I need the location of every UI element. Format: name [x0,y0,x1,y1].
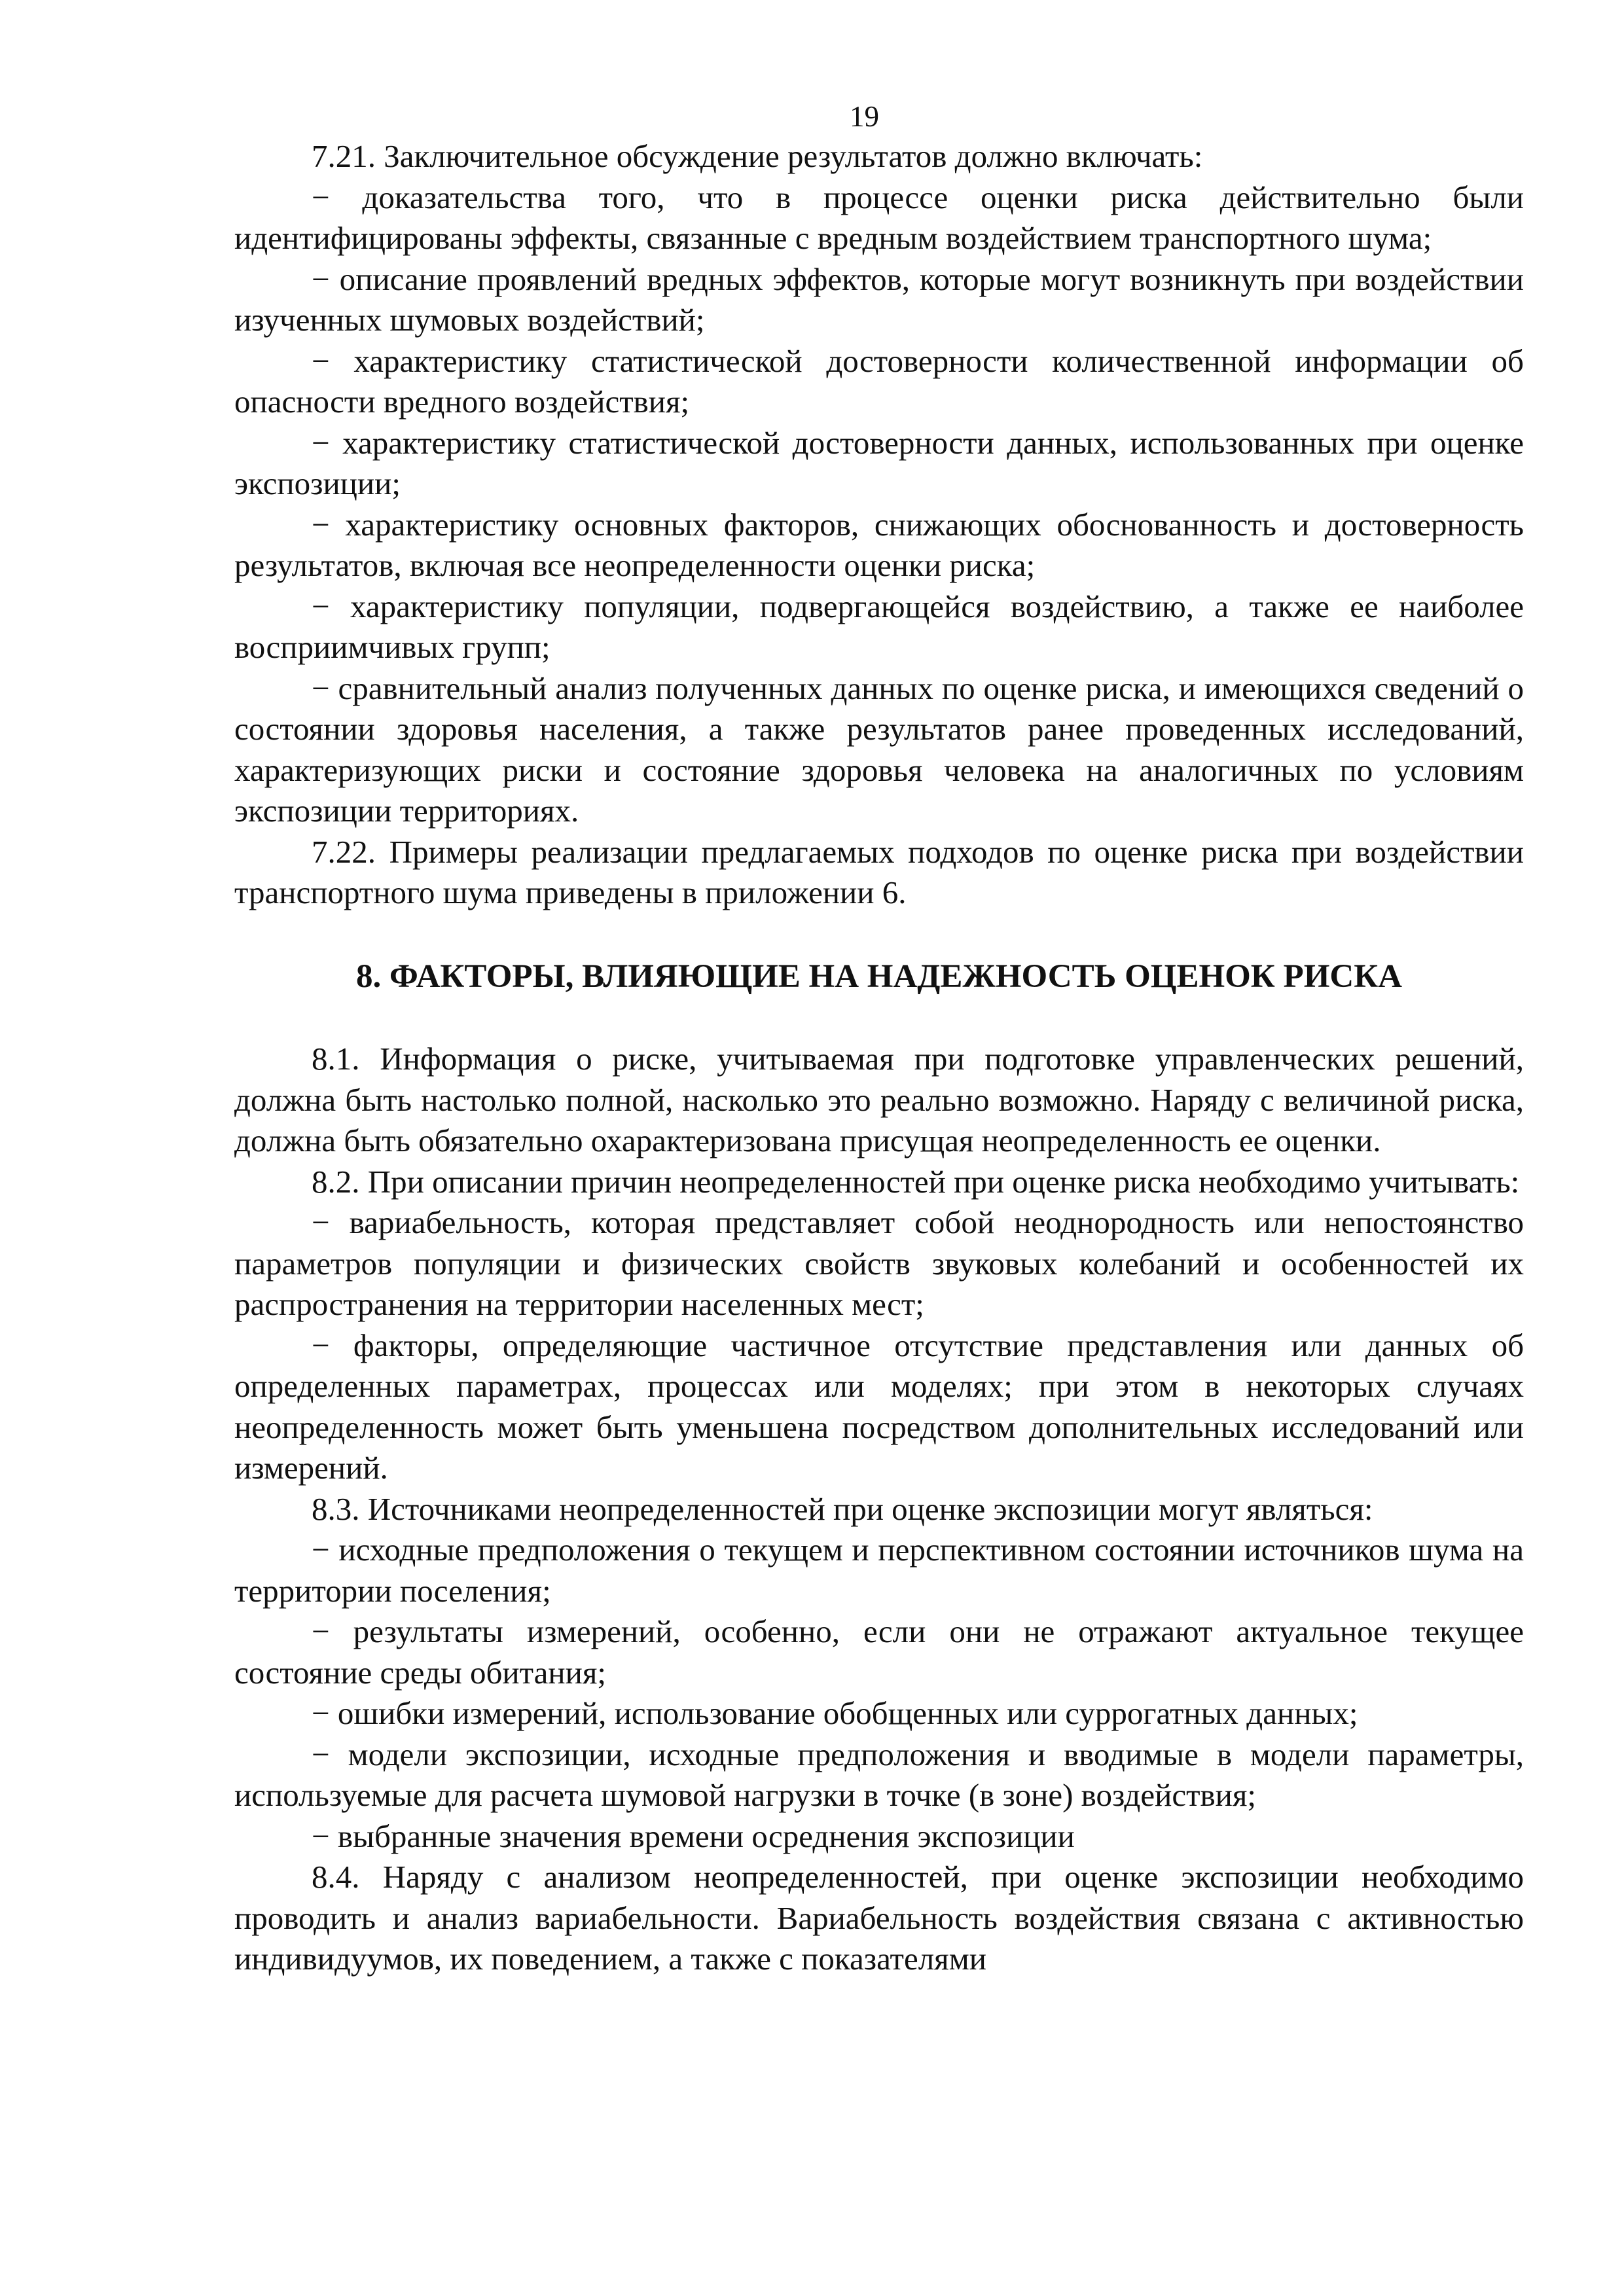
section-heading: 8. ФАКТОРЫ, ВЛИЯЮЩИЕ НА НАДЕЖНОСТЬ ОЦЕНОК РИСКА [355,958,1403,995]
paragraph-7-21: 7.21. Заключительное обсуждение результатов должно включать: [312,138,1203,174]
paragraph-8-3: 8.3. Источниками неопределенностей при оценке экспозиции могут являться: [312,1490,1373,1527]
list-item-initial-assumptions: − исходные предположения о текущем и перспективном состоянии источников шума на территории поселения; [234,1532,1524,1609]
list-item-missing-data: − факторы, определяющие частичное отсутствие представления или данных об определенных параметрах, процессах или моделях; при этом в некоторых случаях неопределенность может быть уменьшена посредством дополнительных исследований или измерений. [234,1327,1524,1486]
list-item-effects-description: − описание проявлений вредных эффектов, которые могут возникнуть при воздействии изученных шумовых воздействий; [234,260,1524,338]
paragraph-8-1: 8.1. Информация о риске, учитываемая при подготовке управленческих решений, должна быть настолько полной, насколько это реально возможно. Наряду с величиной риска, должна быть обязательно охарактеризована присущая неопределенность ее оценки. [234,1041,1524,1158]
list-item-measurement-errors: − ошибки измерений, использование обобщенных или суррогатных данных; [312,1695,1358,1731]
page-number: 19 [850,100,879,133]
paragraph-7-22: 7.22. Примеры реализации предлагаемых подходов по оценке риска при воздействии транспортного шума приведены в приложении 6. [234,833,1524,910]
list-item-evidence: − доказательства того, что в процессе оценки риска действительно были идентифицированы эффекты, связанные с вредным воздействием транспортного шума; [234,179,1524,256]
list-item-comparative-analysis: − сравнительный анализ полученных данных по оценке риска, и имеющихся сведений о состоянии здоровья населения, а также результатов ранее проведенных исследований, характеризующих риски и состояние здоровья человека на аналогичных по условиям экспозиции территориях. [234,670,1524,829]
list-item-measurement-results: − результаты измерений, особенно, если они не отражают актуальное текущее состояние среды обитания; [234,1613,1524,1691]
list-item-population: − характеристику популяции, подвергающейся воздействию, а также ее наиболее восприимчивых групп; [234,588,1524,665]
paragraph-8-4: 8.4. Наряду с анализом неопределенностей, при оценке экспозиции необходимо проводить и анализ вариабельности. Вариабельность воздействия связана с активностью индивидуумов, их поведением, а также с показателями [234,1859,1524,1977]
list-item-averaging-time: − выбранные значения времени осреднения экспозиции [312,1818,1075,1854]
list-item-hazard-reliability: − характеристику статистической достоверности количественной информации об опасности вредного воздействия; [234,342,1524,420]
list-item-exposure-models: − модели экспозиции, исходные предположения и вводимые в модели параметры, используемые для расчета шумовой нагрузки в точке (в зоне) воздействия; [234,1736,1524,1813]
list-item-main-factors: − характеристику основных факторов, снижающих обоснованность и достоверность результатов, включая все неопределенности оценки риска; [234,506,1524,583]
paragraph-8-2: 8.2. При описании причин неопределенностей при оценке риска необходимо учитывать: [312,1163,1520,1200]
page-content [234,136,1524,1980]
list-item-exposure-data-reliability: − характеристику статистической достоверности данных, использованных при оценке экспозиции; [234,424,1524,501]
list-item-variability: − вариабельность, которая представляет собой неоднородность или непостоянство параметров популяции и физических свойств звуковых колебаний и особенностей их распространения на территории населенных мест; [234,1204,1524,1322]
